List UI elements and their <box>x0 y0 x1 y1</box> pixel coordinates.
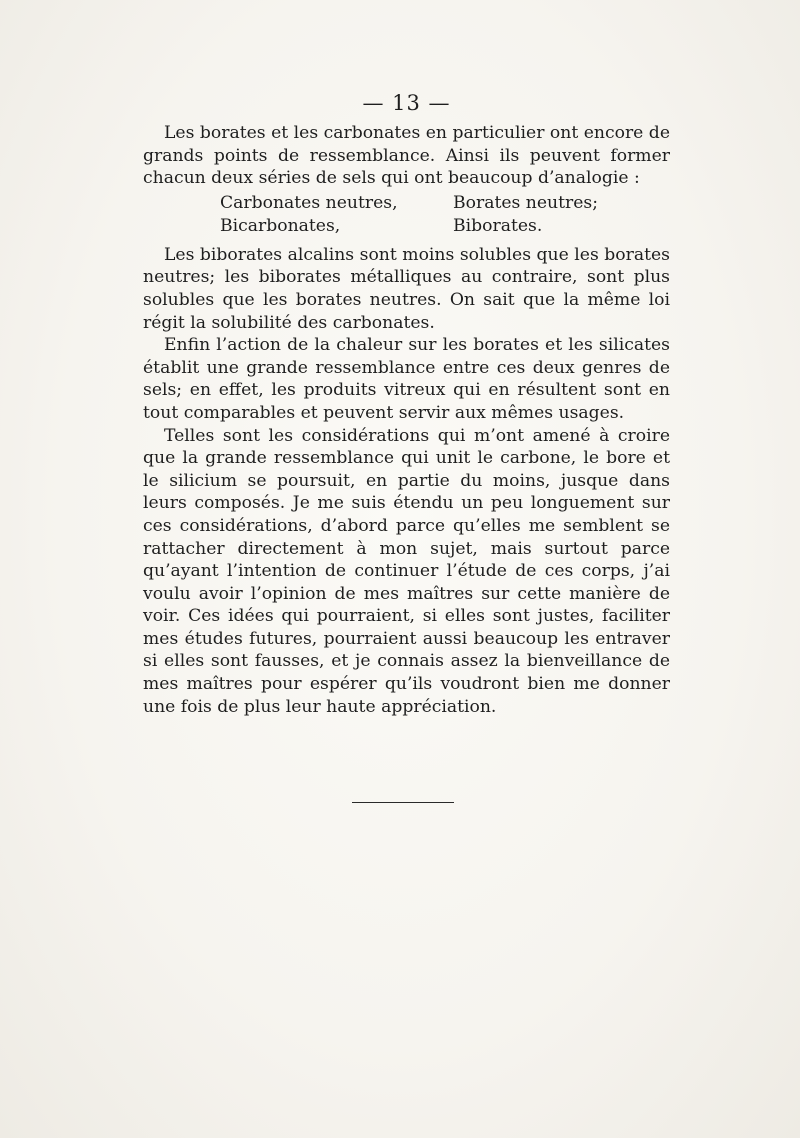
paragraph-3: Enfin l’action de la chaleur sur les borates et les silicates établit une grande ressemblance entre ces deux genres de sels; en effet, les produits vitreux qui en résultent sont en tout comparables et peuvent servir aux mêmes usages. <box>143 335 670 423</box>
table-cell-bicarbonates: Bicarbonates, <box>220 215 341 236</box>
page-number: — 13 — <box>362 91 451 115</box>
paragraph-1: Les borates et les carbonates en particulier ont encore de grands points de ressemblance. Ainsi ils peuvent former chacun deux séries de sels qui ont beaucoup d’analogie : <box>143 123 670 189</box>
table-cell-carbonates-neutres: Carbonates neutres, <box>220 192 398 213</box>
closing-rule <box>352 802 454 803</box>
table-cell-borates-neutres: Borates neutres; <box>453 192 599 213</box>
paragraph-2: Les biborates alcalins sont moins solubles que les borates neutres; les biborates métalliques au contraire, sont plus solubles que les borates neutres. On sait que la même loi régit la solubilité des carbonates. <box>143 244 670 333</box>
paragraph-4: Telles sont les considérations qui m’ont amené à croire que la grande ressemblance qui unit le carbone, le bore et le silicium se poursuit, en partie du moins, jusque dans leurs composés. Je me suis étendu un peu longuement sur ces considérations, d’abord parce qu’elles me semblent se rattacher directement à mon sujet, mais surtout parce qu’ayant l’intention de continuer l’étude de ces corps, j’ai voulu avoir l’opinion de mes maîtres sur cette manière de voir. Ces idées qui pourraient, si elles sont justes, faciliter mes études futures, pourraient aussi beaucoup les entraver si elles sont fausses, et je connais assez la bienveillance de mes maîtres pour espérer qu’ils voudront bien me donner une fois de plus leur haute appréciation. <box>143 425 670 717</box>
table-cell-biborates: Biborates. <box>453 215 543 236</box>
page-text <box>143 88 670 718</box>
salts-table <box>143 192 670 238</box>
